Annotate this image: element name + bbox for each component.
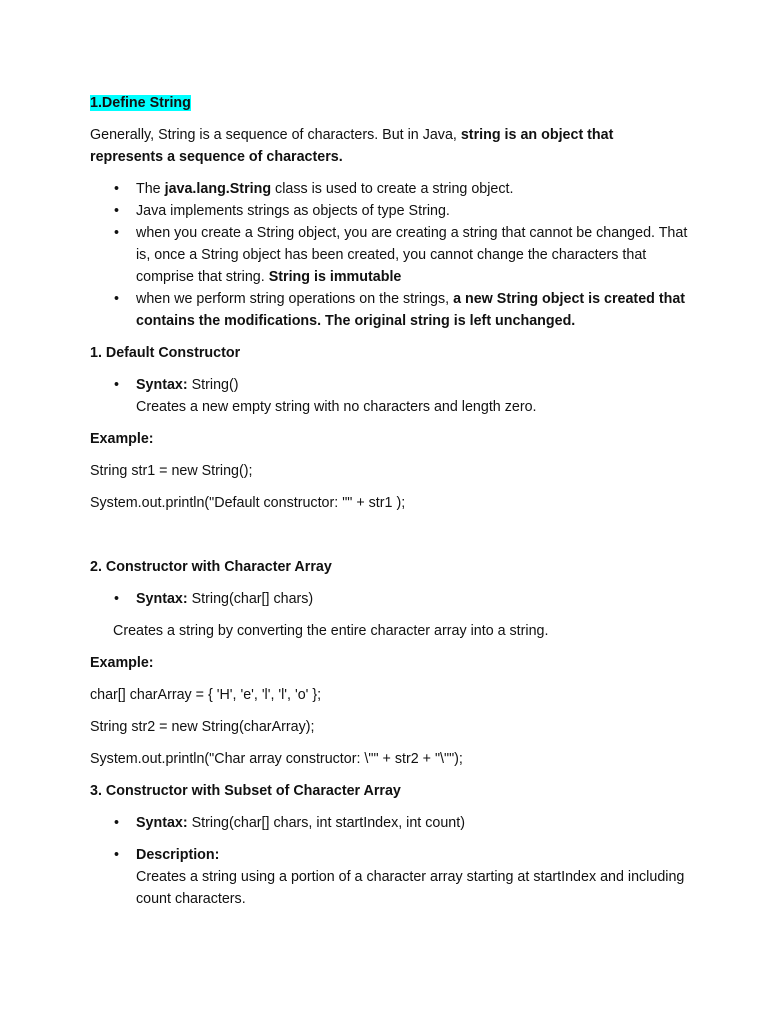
bullet-icon: • — [114, 847, 120, 863]
list-item-bold: a new String object is created that contains the modifications. The original string is left unchanged. — [136, 291, 686, 329]
code-line: String str2 = new String(charArray); — [90, 719, 315, 735]
intro-paragraph — [90, 124, 690, 168]
highlighted-title: 1.Define String — [90, 95, 191, 111]
list-item — [114, 844, 690, 910]
bullet-icon: • — [114, 291, 120, 307]
syntax-list — [90, 374, 690, 418]
syntax-text: String(char[] chars, int startIndex, int count) — [187, 815, 465, 831]
intro-text: Generally, String is a sequence of characters. But in Java, — [90, 127, 461, 143]
bullet-icon: • — [114, 225, 120, 241]
document-page — [90, 92, 690, 920]
list-item — [114, 288, 690, 332]
code-line: System.out.println("Default constructor: "" + str1 ); — [90, 495, 406, 511]
code-line: System.out.println("Char array constructor: \"" + str2 + "\""); — [90, 751, 463, 767]
syntax-text: String(char[] chars) — [187, 591, 314, 607]
bullet-icon: • — [114, 203, 120, 219]
list-item — [114, 222, 690, 288]
syntax-label: Syntax: — [136, 377, 188, 393]
section-heading: 2. Constructor with Character Array — [90, 559, 332, 575]
description-text: Creates a string using a portion of a character array starting at startIndex and including count characters. — [136, 869, 685, 907]
list-item-text: The — [136, 181, 165, 197]
section-description: Creates a string by converting the entire character array into a string. — [113, 623, 549, 639]
description-label: Description: — [136, 847, 220, 863]
spacer — [90, 524, 690, 556]
section-heading: 3. Constructor with Subset of Character Array — [90, 783, 401, 799]
example-label: Example: — [90, 655, 154, 671]
list-item-text: Java implements strings as objects of type String. — [136, 203, 450, 219]
list-item — [114, 178, 690, 200]
list-item — [114, 374, 690, 418]
syntax-text: String() — [187, 377, 239, 393]
section-title — [90, 92, 690, 114]
code-line: char[] charArray = { 'H', 'e', 'l', 'l', 'o' }; — [90, 687, 322, 703]
bullet-icon: • — [114, 815, 120, 831]
syntax-label: Syntax: — [136, 815, 188, 831]
bullet-icon: • — [114, 181, 120, 197]
code-line: String str1 = new String(); — [90, 463, 253, 479]
list-item-text: when you create a String object, you are creating a string that cannot be changed. That is, once a String object has been created, you cannot change the characters that comprise that string. — [136, 225, 688, 285]
section-heading: 1. Default Constructor — [90, 345, 241, 361]
intro-bold: string is an object that represents a sequence of characters. — [90, 127, 614, 165]
syntax-label: Syntax: — [136, 591, 188, 607]
list-item — [114, 812, 690, 834]
string-facts-list — [90, 178, 690, 332]
bullet-icon: • — [114, 591, 120, 607]
bullet-icon: • — [114, 377, 120, 393]
list-item — [114, 200, 690, 222]
list-item-text: class is used to create a string object. — [271, 181, 514, 197]
syntax-list — [90, 588, 690, 610]
syntax-list — [90, 812, 690, 910]
list-item — [114, 588, 690, 610]
list-item-bold: java.lang.String — [164, 181, 272, 197]
example-label: Example: — [90, 431, 154, 447]
list-item-text: when we perform string operations on the strings, — [136, 291, 454, 307]
list-item-bold: String is immutable — [268, 269, 402, 285]
syntax-description: Creates a new empty string with no characters and length zero. — [136, 399, 537, 415]
